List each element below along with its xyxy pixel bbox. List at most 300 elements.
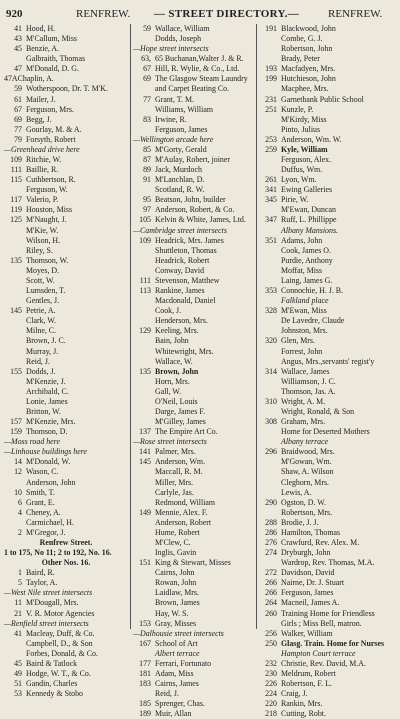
entry-text: Redmond, William: [155, 497, 216, 507]
house-number: 10: [14, 487, 22, 497]
entry-text: Albany terrace: [281, 437, 329, 447]
entry-text: Davidson, David: [281, 568, 335, 578]
directory-entry: [259, 165, 399, 175]
entry-text: Cutting, Robt.: [281, 709, 326, 719]
entry-text: M'Callum, Miss: [26, 34, 77, 44]
directory-entry: [259, 689, 399, 699]
entry-text: Pinto, Julius: [281, 124, 321, 134]
house-number: 109: [139, 235, 151, 245]
entry-text: Home for Deserted Mothers: [281, 427, 370, 437]
directory-entry: [259, 34, 399, 44]
directory-entry: [4, 306, 128, 316]
entry-text: Moyes, D.: [26, 265, 60, 275]
directory-entry: [133, 185, 257, 195]
entry-text: Beatson, John, builder: [155, 195, 226, 205]
house-number: 21: [14, 608, 22, 618]
entry-text: Shuttleton, Thomas: [155, 245, 217, 255]
entry-text: Murray, J.: [26, 346, 59, 356]
directory-entry: [259, 649, 399, 659]
directory-entry: [133, 417, 257, 427]
directory-entry: [4, 326, 128, 336]
directory-entry: [259, 629, 399, 639]
house-number: 67: [14, 104, 22, 114]
house-number: 230: [265, 669, 277, 678]
house-number: 141: [139, 447, 151, 457]
house-number: 95: [143, 195, 151, 205]
house-number: 12: [14, 467, 22, 477]
directory-entry: [259, 74, 399, 84]
entry-text: Henderson, Mrs.: [155, 316, 208, 326]
entry-text: Wilson, H.: [26, 235, 61, 245]
entry-text: Laidlaw, Mrs.: [155, 588, 199, 598]
house-number: 83: [143, 114, 151, 124]
entry-text: Miller, Mrs.: [155, 477, 194, 487]
entry-text: 65 Buchanan,Walter J. & R.: [155, 54, 244, 64]
directory-entry: [259, 498, 399, 508]
directory-entry: [133, 508, 257, 518]
house-number: 77: [14, 124, 22, 134]
house-number: 308: [265, 417, 277, 427]
entry-text: Wallace, W.: [155, 356, 193, 366]
directory-entry: [259, 447, 399, 457]
entry-text: M'Dougall, Mrs.: [26, 598, 79, 608]
entry-text: Bain, John: [155, 336, 189, 346]
directory-entry: [259, 44, 399, 54]
entry-text: M'Aulay, Robert, joiner: [155, 155, 230, 165]
directory-entry: [4, 84, 128, 94]
house-number: 181: [139, 669, 151, 678]
directory-entry: [133, 457, 257, 467]
directory-entry: [259, 417, 399, 427]
house-number: 155: [10, 366, 22, 376]
entry-text: M'Donald, W.: [26, 457, 71, 467]
directory-entry: [259, 598, 399, 608]
directory-entry: [259, 145, 399, 155]
directory-entry: [133, 105, 257, 115]
house-number: 250: [265, 638, 277, 648]
directory-column-2: [130, 24, 257, 719]
directory-entry: [259, 679, 399, 689]
house-number: 91: [143, 175, 151, 185]
directory-entry: [4, 649, 128, 659]
house-number: 69: [143, 74, 151, 84]
directory-entry: [259, 296, 399, 306]
directory-entry: [259, 548, 399, 558]
directory-entry: [133, 84, 257, 94]
directory-entry: [259, 639, 399, 649]
house-number: 11: [14, 598, 22, 608]
entry-text: —West Nile street intersects: [4, 588, 93, 598]
house-number: 109: [10, 155, 22, 165]
entry-text: Clark, W.: [26, 316, 57, 326]
house-number: 5: [18, 578, 22, 588]
house-number: 61: [14, 94, 22, 104]
directory-entry: [259, 347, 399, 357]
entry-text: Muir, Allan: [155, 709, 192, 719]
directory-entry: [4, 226, 128, 236]
directory-entry: [4, 44, 128, 54]
entry-text: Irwine, R.: [155, 114, 187, 124]
entry-text: Ferguson, Mrs.: [26, 104, 74, 114]
directory-entry: [133, 145, 257, 155]
directory-entry: [4, 266, 128, 276]
entry-text: Wason, C.: [26, 467, 59, 477]
page-title: — STREET DIRECTORY.—: [154, 8, 300, 20]
directory-entry: [259, 276, 399, 286]
directory-entry: [259, 316, 399, 326]
entry-text: M'Kirdy, Miss: [281, 114, 327, 124]
house-number: 177: [139, 658, 151, 668]
entry-text: —Hope street intersects: [133, 44, 209, 54]
directory-entry: [259, 377, 399, 387]
entry-text: Other Nos. 16.: [41, 558, 91, 568]
entry-text: Connochie, H. J. B.: [281, 286, 344, 296]
directory-entry: [133, 195, 257, 205]
house-number: 79: [14, 134, 22, 144]
entry-text: Adam, Miss: [155, 669, 194, 678]
house-number: 47: [14, 64, 22, 74]
house-number: 111: [139, 275, 151, 285]
entry-text: Glen, Mrs.: [281, 336, 315, 346]
directory-entry: [4, 467, 128, 477]
directory-entry: [4, 478, 128, 488]
directory-entry: [4, 528, 128, 538]
directory-entry: [259, 236, 399, 246]
entry-text: 47AChaplin, A.: [4, 74, 54, 84]
entry-text: Wright, Ronald, & Son: [281, 406, 355, 416]
directory-entry: [259, 528, 399, 538]
directory-entry: [4, 24, 128, 34]
directory-entry: [133, 377, 257, 387]
entry-text: Gall, W.: [155, 386, 182, 396]
page-header: [6, 6, 394, 22]
house-number: 347: [265, 215, 277, 225]
entry-text: Meldrum, Robert: [281, 669, 336, 678]
entry-text: —Cambridge street intersects: [133, 225, 227, 235]
directory-entry: [4, 246, 128, 256]
directory-entry: [4, 205, 128, 215]
entry-text: Adams, John: [281, 235, 323, 245]
entry-text: Hodge, W. T., & Co.: [26, 669, 91, 678]
directory-entry: [259, 709, 399, 719]
directory-entry: [259, 508, 399, 518]
directory-entry: [259, 387, 399, 397]
entry-text: Williams, William: [155, 104, 213, 114]
entry-text: Wallace, William: [155, 24, 210, 33]
entry-text: Headrick, Robert: [155, 255, 210, 265]
house-number: 224: [265, 689, 277, 699]
entry-text: M'Gilley, James: [155, 417, 206, 427]
entry-text: Smith, T.: [26, 487, 55, 497]
entry-text: Lonie, James: [26, 396, 68, 406]
directory-entry: [259, 256, 399, 266]
directory-entry: [133, 125, 257, 135]
directory-entry: [259, 397, 399, 407]
house-number: 288: [265, 517, 277, 527]
entry-text: Cook, James O.: [281, 245, 331, 255]
directory-entry: [133, 296, 257, 306]
entry-text: Conway, David: [155, 265, 205, 275]
entry-text: Forrest, John: [281, 346, 323, 356]
directory-entry: [4, 185, 128, 195]
entry-text: Maccall, R. M.: [155, 467, 203, 477]
entry-text: Lyon, Wm.: [281, 175, 317, 185]
directory-entry: [259, 246, 399, 256]
directory-entry: [4, 215, 128, 225]
entry-text: Milne, C.: [26, 326, 57, 336]
house-number: 2: [18, 527, 22, 537]
directory-entry: [259, 357, 399, 367]
directory-entry: [4, 316, 128, 326]
directory-entry: [4, 64, 128, 74]
house-number: 231: [265, 94, 277, 104]
entry-text: Hume, Robert: [155, 527, 200, 537]
entry-text: 1 to 175, No 11; 2 to 192, No. 16.: [4, 548, 112, 558]
entry-text: Johnston, Mrs.: [281, 326, 328, 336]
house-number: 89: [143, 165, 151, 175]
house-number: 183: [139, 679, 151, 689]
directory-entry: [4, 377, 128, 387]
directory-entry: [133, 95, 257, 105]
directory-entry: [133, 629, 257, 639]
directory-entry: [4, 34, 128, 44]
directory-entry: [133, 609, 257, 619]
entry-text: Anderson, Wm.: [155, 457, 206, 467]
directory-entry: [259, 105, 399, 115]
directory-entry: [133, 276, 257, 286]
entry-text: Walker, William: [281, 628, 333, 638]
entry-text: Laing, James G.: [281, 275, 333, 285]
directory-entry: [4, 659, 128, 669]
entry-text: Macphee, Mrs.: [281, 84, 329, 94]
house-number: 310: [265, 396, 277, 406]
entry-text: Cuthbertson, R.: [26, 175, 76, 185]
house-number: 53: [14, 689, 22, 699]
house-number: 41: [14, 24, 22, 33]
entry-text: Palmer, Mrs.: [155, 447, 196, 457]
directory-entry: [4, 276, 128, 286]
directory-entry: [259, 95, 399, 105]
entry-text: Ferguson, W.: [26, 185, 68, 195]
entry-text: Moffat, Miss: [281, 265, 323, 275]
entry-text: Ferguson, Alex.: [281, 155, 332, 165]
entry-text: Brodie, J. J.: [281, 517, 319, 527]
entry-text: Macleay, Duff, & Co.: [26, 628, 95, 638]
entry-text: Cairns, John: [155, 568, 195, 578]
entry-text: Anderson, John: [26, 477, 76, 487]
entry-text: Brady, Peter: [281, 54, 320, 64]
entry-text: —Greenhead drive here: [4, 144, 80, 154]
entry-text: Angus, Mrs.,servants' regist'y: [281, 356, 375, 366]
house-number: 296: [265, 447, 277, 457]
entry-text: Cairns, James: [155, 679, 199, 689]
directory-entry: [133, 74, 257, 84]
house-number: 320: [265, 336, 277, 346]
entry-text: Lumsden, T.: [26, 286, 66, 296]
entry-text: Blackwood, John: [281, 24, 336, 33]
house-number: 199: [265, 74, 277, 84]
entry-text: Wright, A. M.: [281, 396, 326, 406]
entry-text: Craig, J.: [281, 689, 308, 699]
house-number: 220: [265, 699, 277, 709]
directory-entry: [4, 457, 128, 467]
entry-text: School of Art: [155, 638, 198, 648]
directory-entry: [133, 367, 257, 377]
entry-text: Rankine, James: [155, 286, 205, 296]
entry-text: Hamilton, Thomas: [281, 527, 341, 537]
entry-text: King & Stewart, Misses: [155, 558, 231, 568]
directory-entry: [259, 588, 399, 598]
directory-entry: [259, 155, 399, 165]
directory-entry: [4, 347, 128, 357]
directory-entry: [4, 619, 128, 629]
entry-text: Graham, Mrs.: [281, 417, 326, 427]
directory-entry: [4, 407, 128, 417]
entry-text: Cleghorn, Mrs.: [281, 477, 329, 487]
directory-entry: [259, 518, 399, 528]
directory-entry: [259, 24, 399, 34]
entry-text: Dodds, Joseph: [155, 34, 202, 44]
entry-text: Falkland place: [281, 296, 329, 306]
entry-text: Kunzle, P.: [281, 104, 314, 114]
entry-text: M'Donald, D. G.: [26, 64, 79, 74]
entry-text: Renfrew Street.: [39, 537, 93, 547]
directory-entry: [4, 367, 128, 377]
directory-entry: [259, 336, 399, 346]
entry-text: M'Kenzie, J.: [26, 376, 66, 386]
directory-entry: [133, 528, 257, 538]
directory-entry: [133, 347, 257, 357]
directory-entry: [259, 659, 399, 669]
directory-entry: [259, 125, 399, 135]
entry-text: Baillie, R.: [26, 165, 59, 175]
entry-text: Brown, James: [155, 598, 200, 608]
entry-text: M'Naught, J.: [26, 215, 67, 225]
entry-text: and Carpet Beating Co.: [155, 84, 230, 94]
directory-entry: [4, 689, 128, 699]
directory-entry: [259, 427, 399, 437]
house-number: 51: [14, 679, 22, 689]
entry-text: Reid, J.: [26, 356, 50, 366]
entry-text: Jack, Murdoch: [155, 165, 202, 175]
directory-entry: [133, 488, 257, 498]
entry-text: Ogston, D. W.: [281, 497, 326, 507]
entry-text: Forsyth, Robert: [26, 134, 76, 144]
directory-entry: [259, 215, 399, 225]
directory-entry: [133, 316, 257, 326]
house-number: 1: [18, 568, 22, 578]
entry-text: Wotherspoon, Dr. T. M'K.: [26, 84, 108, 94]
entry-text: Thomson, W.: [26, 255, 69, 265]
directory-entry: [259, 699, 399, 709]
directory-entry: [259, 367, 399, 377]
entry-text: Britton, W.: [26, 406, 61, 416]
directory-entry: [4, 296, 128, 306]
directory-entry: [133, 518, 257, 528]
directory-entry: [4, 578, 128, 588]
directory-entry: [133, 679, 257, 689]
directory-entry: [4, 558, 128, 568]
house-number: 105: [139, 215, 151, 225]
entry-text: —Wellington arcade here: [133, 134, 214, 144]
house-number: 45: [14, 44, 22, 54]
directory-entry: [133, 387, 257, 397]
house-number: 97: [143, 205, 151, 215]
directory-entry: [4, 498, 128, 508]
entry-text: Macneil, James A.: [281, 598, 340, 608]
house-number: 290: [265, 497, 277, 507]
entry-text: Reid, J.: [155, 689, 179, 699]
entry-text: Baird, R.: [26, 568, 55, 578]
directory-entry: [4, 447, 128, 457]
house-number: 111: [10, 165, 22, 175]
directory-entry: [4, 95, 128, 105]
house-number: 153: [139, 618, 151, 628]
directory-entry: [259, 578, 399, 588]
directory-entry: [133, 548, 257, 558]
house-number: 6: [18, 497, 22, 507]
directory-entry: [4, 568, 128, 578]
entry-text: —Rose street intersects: [133, 437, 207, 447]
directory-entry: [4, 427, 128, 437]
entry-text: Ferguson, James: [281, 588, 334, 598]
entry-text: Purdie, Anthony: [281, 255, 333, 265]
directory-entry: [4, 256, 128, 266]
entry-text: Brown, J. C.: [26, 336, 66, 346]
entry-text: —Moss road here: [4, 437, 60, 447]
directory-entry: [4, 488, 128, 498]
directory-entry: [259, 135, 399, 145]
entry-text: Christie, Rev. David, M.A.: [281, 658, 366, 668]
entry-text: Glasg. Train. Home for Nurses: [281, 638, 385, 648]
header-town-left: RENFREW.: [76, 8, 131, 20]
entry-text: Hutchieson, John: [281, 74, 336, 84]
directory-entry: [133, 447, 257, 457]
entry-text: Rowan, John: [155, 578, 197, 588]
directory-entry: [133, 649, 257, 659]
entry-text: Begg, J.: [26, 114, 52, 124]
house-number: 189: [139, 709, 151, 719]
directory-entry: [4, 437, 128, 447]
entry-text: —Linhouse buildings here: [4, 447, 87, 457]
house-number: 218: [265, 709, 277, 719]
directory-entry: [133, 256, 257, 266]
page-number: 920: [6, 8, 23, 20]
entry-text: M'Gorty, Gerald: [155, 144, 207, 154]
entry-text: Gourlay, M. & A.: [26, 124, 82, 134]
entry-text: De Lavedre, Claude: [281, 316, 345, 326]
directory-entry: [4, 195, 128, 205]
entry-text: Darge, James F.: [155, 406, 206, 416]
entry-text: Kennedy & Stobo: [26, 689, 83, 699]
directory-entry: [259, 326, 399, 336]
house-number: 261: [265, 175, 277, 185]
entry-text: Scotland, R. W.: [155, 185, 205, 195]
entry-text: The Empire Art Co.: [155, 427, 218, 437]
directory-entry: [4, 629, 128, 639]
entry-text: M'Kie, W.: [26, 225, 59, 235]
entry-text: Duffus, Wm.: [281, 165, 323, 175]
directory-entry: [133, 478, 257, 488]
house-number: 286: [265, 527, 277, 537]
entry-text: Grant, E.: [26, 497, 55, 507]
entry-text: Gandin, Charles: [26, 679, 78, 689]
directory-entry: [133, 64, 257, 74]
entry-text: Hampton Court terrace: [281, 648, 356, 658]
entry-text: Training Home for Friendless: [281, 608, 375, 618]
directory-entry: [259, 619, 399, 629]
directory-entry: [259, 538, 399, 548]
